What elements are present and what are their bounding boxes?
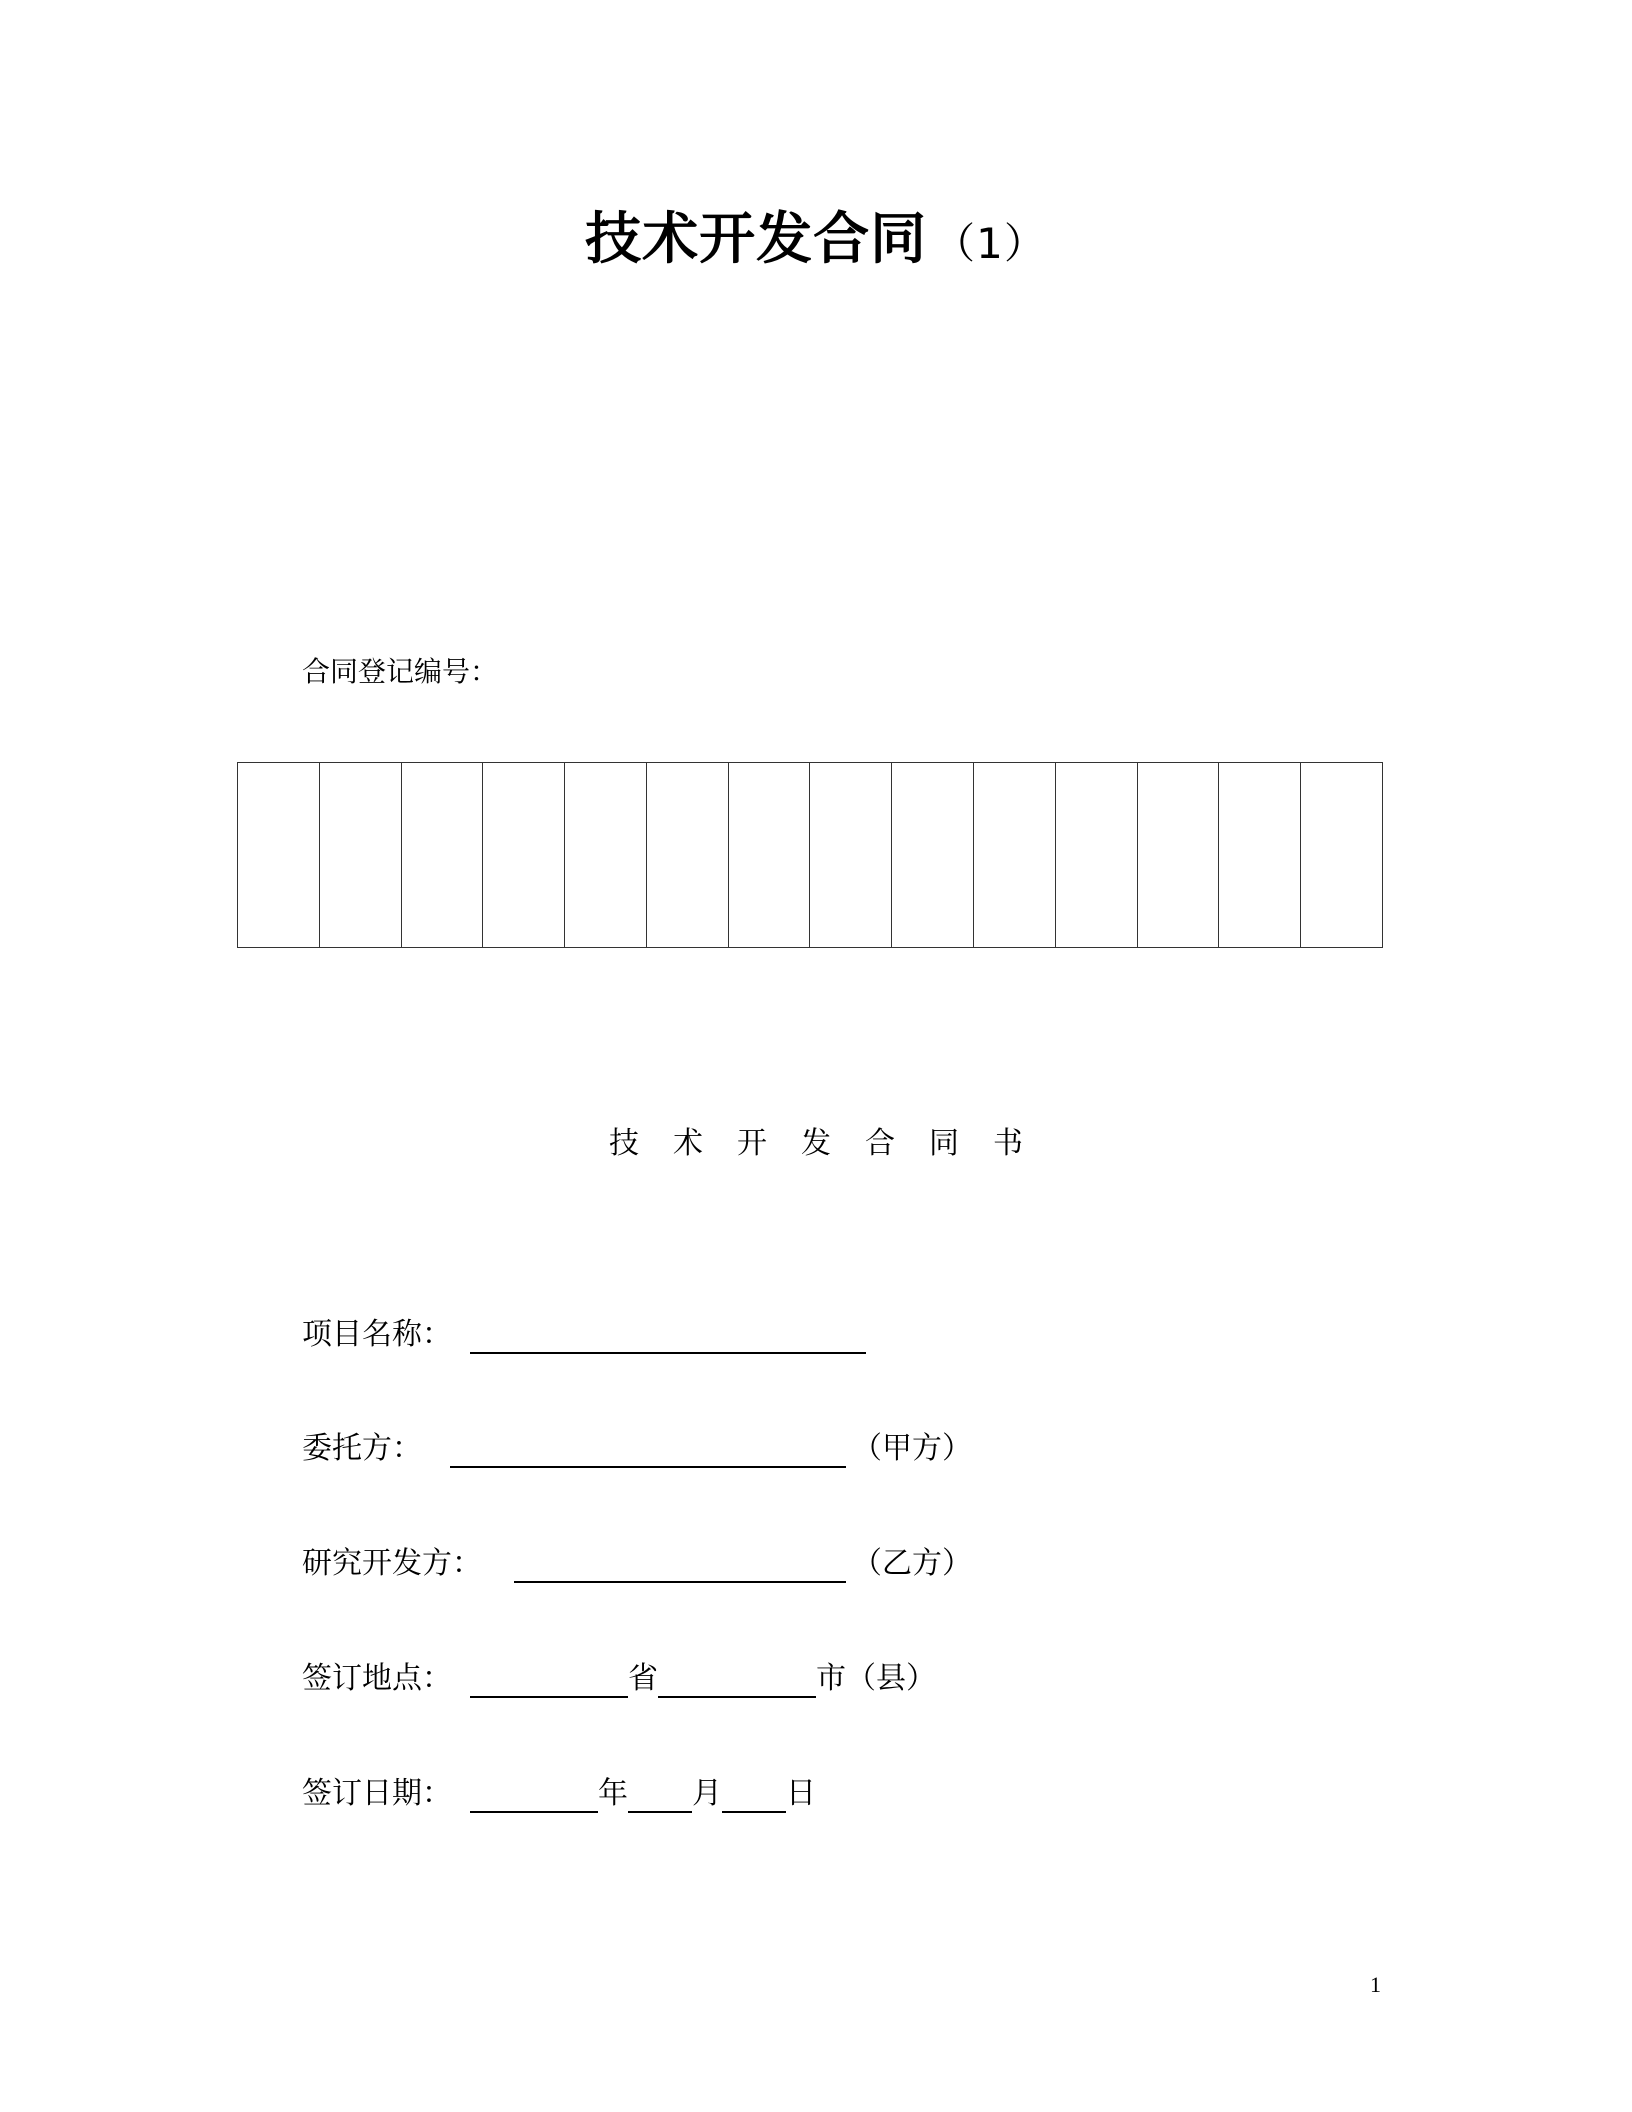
city-label: 市（县） — [816, 1661, 936, 1696]
registration-number-cell[interactable] — [565, 763, 647, 947]
registration-number-cell[interactable] — [320, 763, 402, 947]
date-label: 签订日期： — [302, 1776, 452, 1811]
year-blank[interactable] — [470, 1775, 598, 1813]
date-row — [302, 1769, 816, 1813]
document-title — [0, 195, 1632, 275]
province-label: 省 — [628, 1661, 658, 1696]
page-number: 1 — [1370, 1972, 1381, 1997]
day-blank[interactable] — [722, 1775, 786, 1813]
place-row — [302, 1654, 936, 1698]
year-label: 年 — [598, 1776, 628, 1811]
developer-label: 研究开发方： — [302, 1546, 482, 1581]
project-name-row — [302, 1310, 866, 1354]
place-label: 签订地点： — [302, 1661, 452, 1696]
client-row — [302, 1424, 972, 1468]
registration-number-cell[interactable] — [483, 763, 565, 947]
project-name-blank[interactable] — [470, 1316, 866, 1354]
registration-number-cell[interactable] — [1219, 763, 1301, 947]
month-label: 月 — [692, 1776, 722, 1811]
registration-number-cell[interactable] — [1138, 763, 1220, 947]
developer-blank[interactable] — [514, 1545, 846, 1583]
developer-suffix: （乙方） — [852, 1546, 972, 1581]
registration-number-cell[interactable] — [1301, 763, 1382, 947]
province-blank[interactable] — [470, 1660, 628, 1698]
client-label: 委托方： — [302, 1431, 422, 1466]
registration-number-cell[interactable] — [1056, 763, 1138, 947]
registration-number-cell[interactable] — [729, 763, 811, 947]
city-blank[interactable] — [658, 1660, 816, 1698]
registration-number-cell[interactable] — [402, 763, 484, 947]
registration-number-cell[interactable] — [974, 763, 1056, 947]
month-blank[interactable] — [628, 1775, 692, 1813]
client-blank[interactable] — [450, 1430, 846, 1468]
registration-number-grid — [237, 762, 1383, 948]
developer-row — [302, 1539, 972, 1583]
client-suffix: （甲方） — [852, 1431, 972, 1466]
title-number: （1） — [933, 219, 1047, 268]
registration-number-cell[interactable] — [892, 763, 974, 947]
document-subtitle: 技术开发合同书 — [609, 1126, 1057, 1161]
registration-number-label: 合同登记编号： — [302, 655, 499, 688]
project-name-label: 项目名称： — [302, 1317, 452, 1352]
registration-number-cell[interactable] — [238, 763, 320, 947]
registration-number-cell[interactable] — [810, 763, 892, 947]
title-text: 技术开发合同 — [585, 207, 928, 272]
registration-number-cell[interactable] — [647, 763, 729, 947]
day-label: 日 — [786, 1776, 816, 1811]
